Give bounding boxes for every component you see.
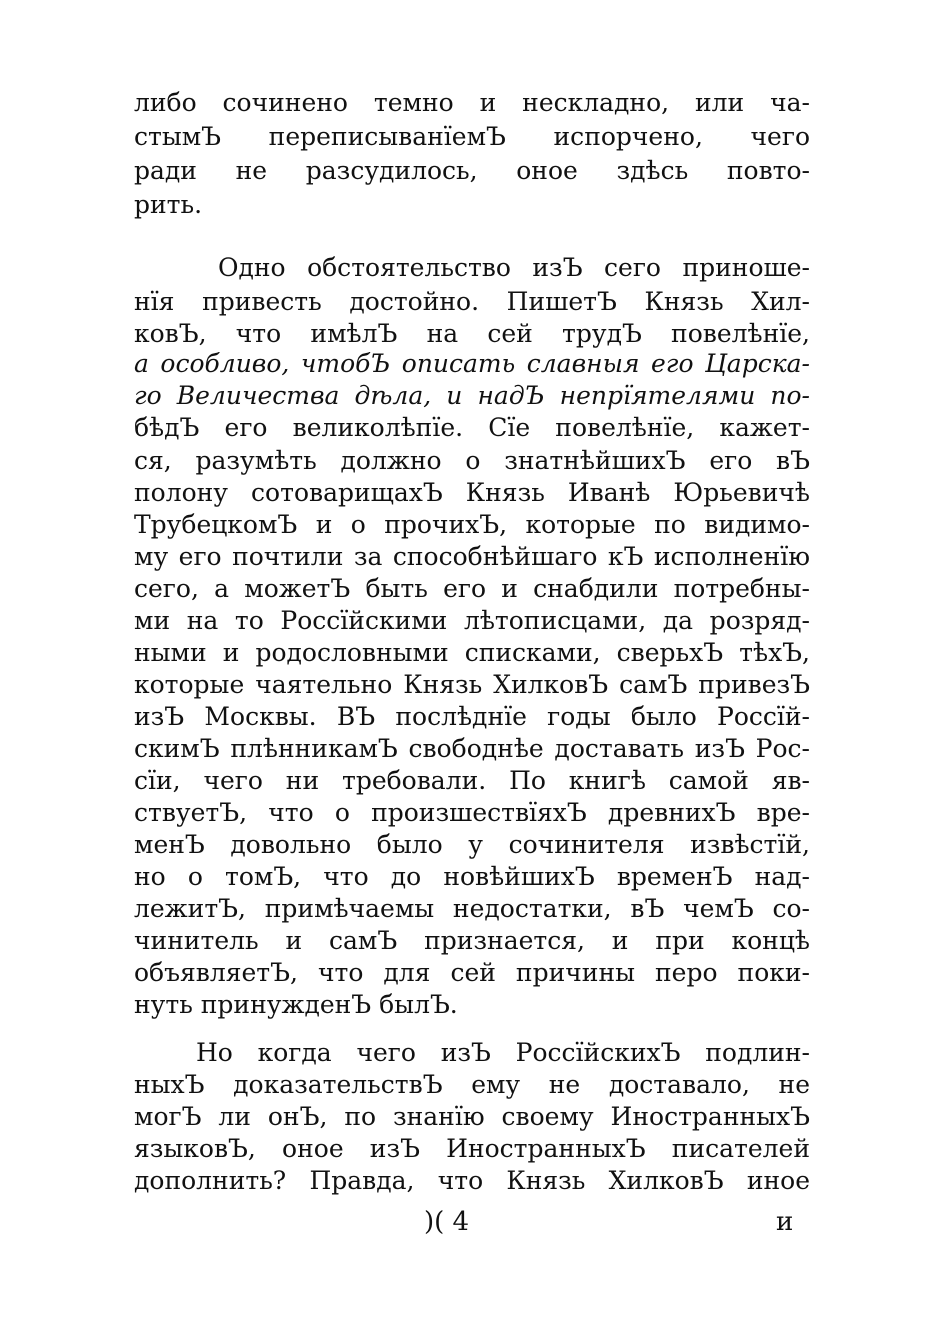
text-line: ныхЪ доказательствЪ ему не доставало, не bbox=[134, 1070, 810, 1099]
text-line: полону сотоварищахЪ Князь Иванѣ Юрьевичѣ bbox=[134, 478, 810, 507]
text-line: рить. bbox=[134, 190, 203, 219]
text-line: ми на то Россїйскими лѣтописцами, да розряд- bbox=[134, 606, 810, 635]
text-line: сїи, чего ни требовали. По книгѣ самой яв- bbox=[134, 766, 810, 795]
catchword: и bbox=[776, 1207, 794, 1237]
text-line: ся, разумѣть должно о знатнѣйшихЪ его вЪ bbox=[134, 446, 810, 475]
text-line: лежитЪ, примѣчаемы недостатки, вЪ чемЪ со- bbox=[134, 894, 810, 923]
text-line: нїя привесть достойно. ПишетЪ Князь Хил- bbox=[134, 287, 810, 316]
text-line: стымЪ переписыванїемЪ испорчено, чего bbox=[134, 122, 810, 151]
text-line: Одно обстоятельство изЪ сего приноше- bbox=[218, 253, 810, 282]
text-line: ствуетЪ, что о произшествїяхЪ древнихЪ вре- bbox=[134, 798, 810, 827]
text-line: ковЪ, что имѣлЪ на сей трудЪ повелѣнїе, bbox=[134, 319, 810, 348]
text-line: ными и родословными списками, сверьхЪ тѣхЪ, bbox=[134, 638, 810, 667]
text-line: менЪ довольно было у сочинителя извѣстїй, bbox=[134, 830, 810, 859]
text-line: могЪ ли онЪ, по знанїю своему ИностранныхЪ bbox=[134, 1102, 810, 1131]
text-line: которые чаятельно Князь ХилковЪ самЪ привезЪ bbox=[134, 670, 810, 699]
text-line: объявляетЪ, что для сей причины перо поки- bbox=[134, 958, 810, 987]
text-line: ТрубецкомЪ и о прочихЪ, которые по видимо- bbox=[134, 510, 810, 539]
signature-mark: )( 4 bbox=[424, 1207, 470, 1237]
text-line: сего, а можетЪ быть его и снабдили потребны- bbox=[134, 574, 810, 603]
text-line: языковЪ, оное изЪ ИностранныхЪ писателей bbox=[134, 1134, 810, 1163]
text-line: либо сочинено темно и нескладно, или ча- bbox=[134, 88, 810, 117]
text-line: чинитель и самЪ признается, и при концѣ bbox=[134, 926, 810, 955]
text-line: скимЪ плѣнникамЪ свободнѣе доставать изЪ Рос- bbox=[134, 734, 810, 763]
text-line: но о томЪ, что до новѣйшихЪ временЪ над- bbox=[134, 862, 810, 891]
text-line: му его почтили за способнѣйшаго кЪ исполненїю bbox=[134, 542, 810, 571]
text-line: нуть принужденЪ былЪ. bbox=[134, 990, 458, 1019]
text-line: изЪ Москвы. ВЪ послѣднїе годы было Россїй- bbox=[134, 702, 810, 731]
text-line: Но когда чего изЪ РоссїйскихЪ подлин- bbox=[196, 1038, 810, 1067]
text-line: го Величества дѣла, и надЪ непрїятелями по- bbox=[134, 381, 810, 410]
text-line: ради не разсудилось, оное здѣсь повто- bbox=[134, 156, 810, 185]
text-line: дополнить? Правда, что Князь ХилковЪ иное bbox=[134, 1166, 810, 1195]
text-line: бѣдЪ его великолѣпїе. Сїе повелѣнїе, кажет- bbox=[134, 413, 810, 442]
text-line: а особливо, чтобЪ описать славныя его Царска- bbox=[134, 349, 810, 378]
